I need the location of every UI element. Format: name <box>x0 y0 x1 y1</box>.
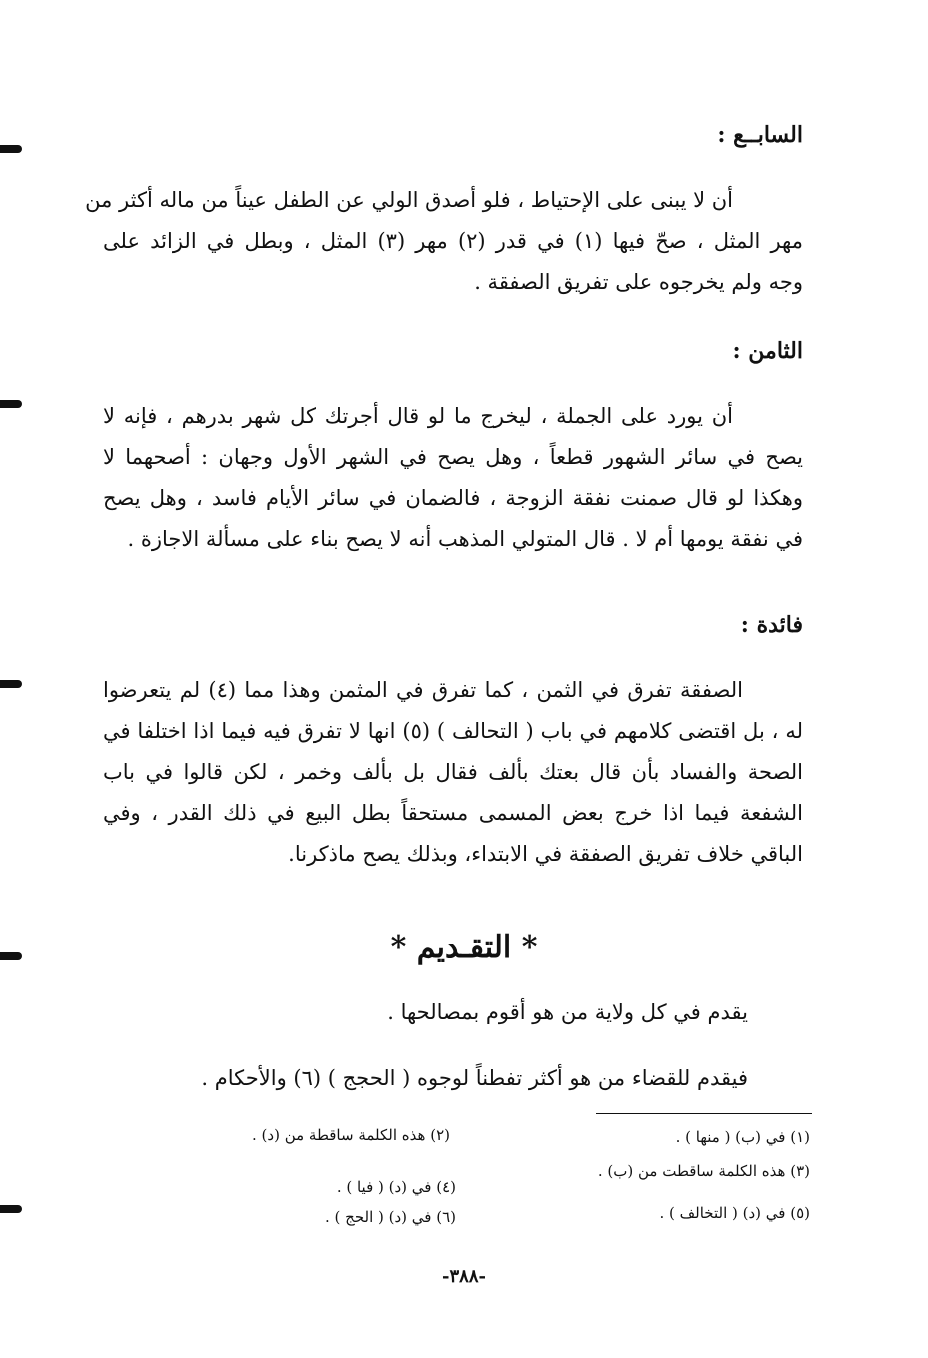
text-line: الصفقة تفرق في الثمن ، كما تفرق في المثمن وهذا مما (٤) لم يتعرضوا <box>103 678 743 702</box>
edge-mark <box>0 400 22 408</box>
text-line: في نفقة يومها أم لا . قال المتولي المذهب أنه لا يصح بناء على مسألة الاجازة . <box>127 527 803 551</box>
footnote-4: (٤) في (د) ( فيا ) . <box>336 1178 456 1196</box>
text-line: وهكذا لو قال صمنت نفقة الزوجة ، فالضمان في سائر الأيام فاسد ، وهل يصح <box>103 486 803 510</box>
section-heading-benefit: فائدة : <box>740 612 803 638</box>
page-number: -٣٨٨- <box>442 1266 486 1287</box>
section-heading-eighth: الثامن : <box>732 338 803 364</box>
footnote-1: (١) في (ب) ( منها ) . <box>675 1128 810 1146</box>
section-heading-seventh: السابــع : <box>717 122 803 148</box>
text-line: يقدم في كل ولاية من هو أقوم بمصالحها . <box>387 1000 748 1024</box>
text-line: الصحة والفساد بأن قال بعتك بألف فقال بل بألف وخمر ، لكن قالوا في باب <box>103 760 803 784</box>
text-line: الشفعة فيما اذا خرج بعض المسمى مستحقاً بطل البيع في ذلك القدر ، وفي <box>103 801 803 825</box>
footnote-separator <box>596 1113 812 1114</box>
text-line: أن يورد على الجملة ، ليخرج ما لو قال أجرتك كل شهر بدرهم ، فإنه لا <box>103 404 733 428</box>
text-line: مهر المثل ، صحّ فيها (١) في قدر (٢) مهر (٣) المثل ، وبطل في الزائد على <box>103 229 803 253</box>
footnote-3: (٣) هذه الكلمة ساقطت من (ب) . <box>597 1162 810 1180</box>
edge-mark <box>0 1205 22 1213</box>
section-title-precedence: * التقـديم * <box>390 930 538 965</box>
text-line: الباقي خلاف تفريق الصفقة في الابتداء، وبذلك يصح ماذكرنا. <box>288 842 803 866</box>
text-line: أن لا يبنى على الإحتياط ، فلو أصدق الولي عن الطفل عيناً من ماله أكثر من <box>85 188 733 212</box>
footnote-6: (٦) في (د) ( الحج ) . <box>324 1208 456 1226</box>
text-line: يصح في سائر الشهور قطعاً ، وهل يصح في الشهر الأول وجهان : أصحهما لا <box>103 445 803 469</box>
footnote-5: (٥) في (د) ( التخالف ) . <box>659 1204 810 1222</box>
text-line: وجه ولم يخرجوه على تفريق الصفقة . <box>474 270 803 294</box>
footnote-2: (٢) هذه الكلمة ساقطة من (د) . <box>252 1126 450 1144</box>
edge-mark <box>0 145 22 153</box>
paragraph-seventh <box>85 180 803 303</box>
paragraph-eighth <box>103 396 803 560</box>
edge-mark <box>0 680 22 688</box>
paragraph-benefit <box>103 670 803 875</box>
text-line: فيقدم للقضاء من هو أكثر تفطناً لوجوه ( الحجج ) (٦) والأحكام . <box>201 1066 748 1090</box>
text-line: له ، بل اقتضى كلامهم في باب ( التحالف ) (٥) انها لا تفرق فيه فيما اذا اختلفا في <box>103 719 803 743</box>
